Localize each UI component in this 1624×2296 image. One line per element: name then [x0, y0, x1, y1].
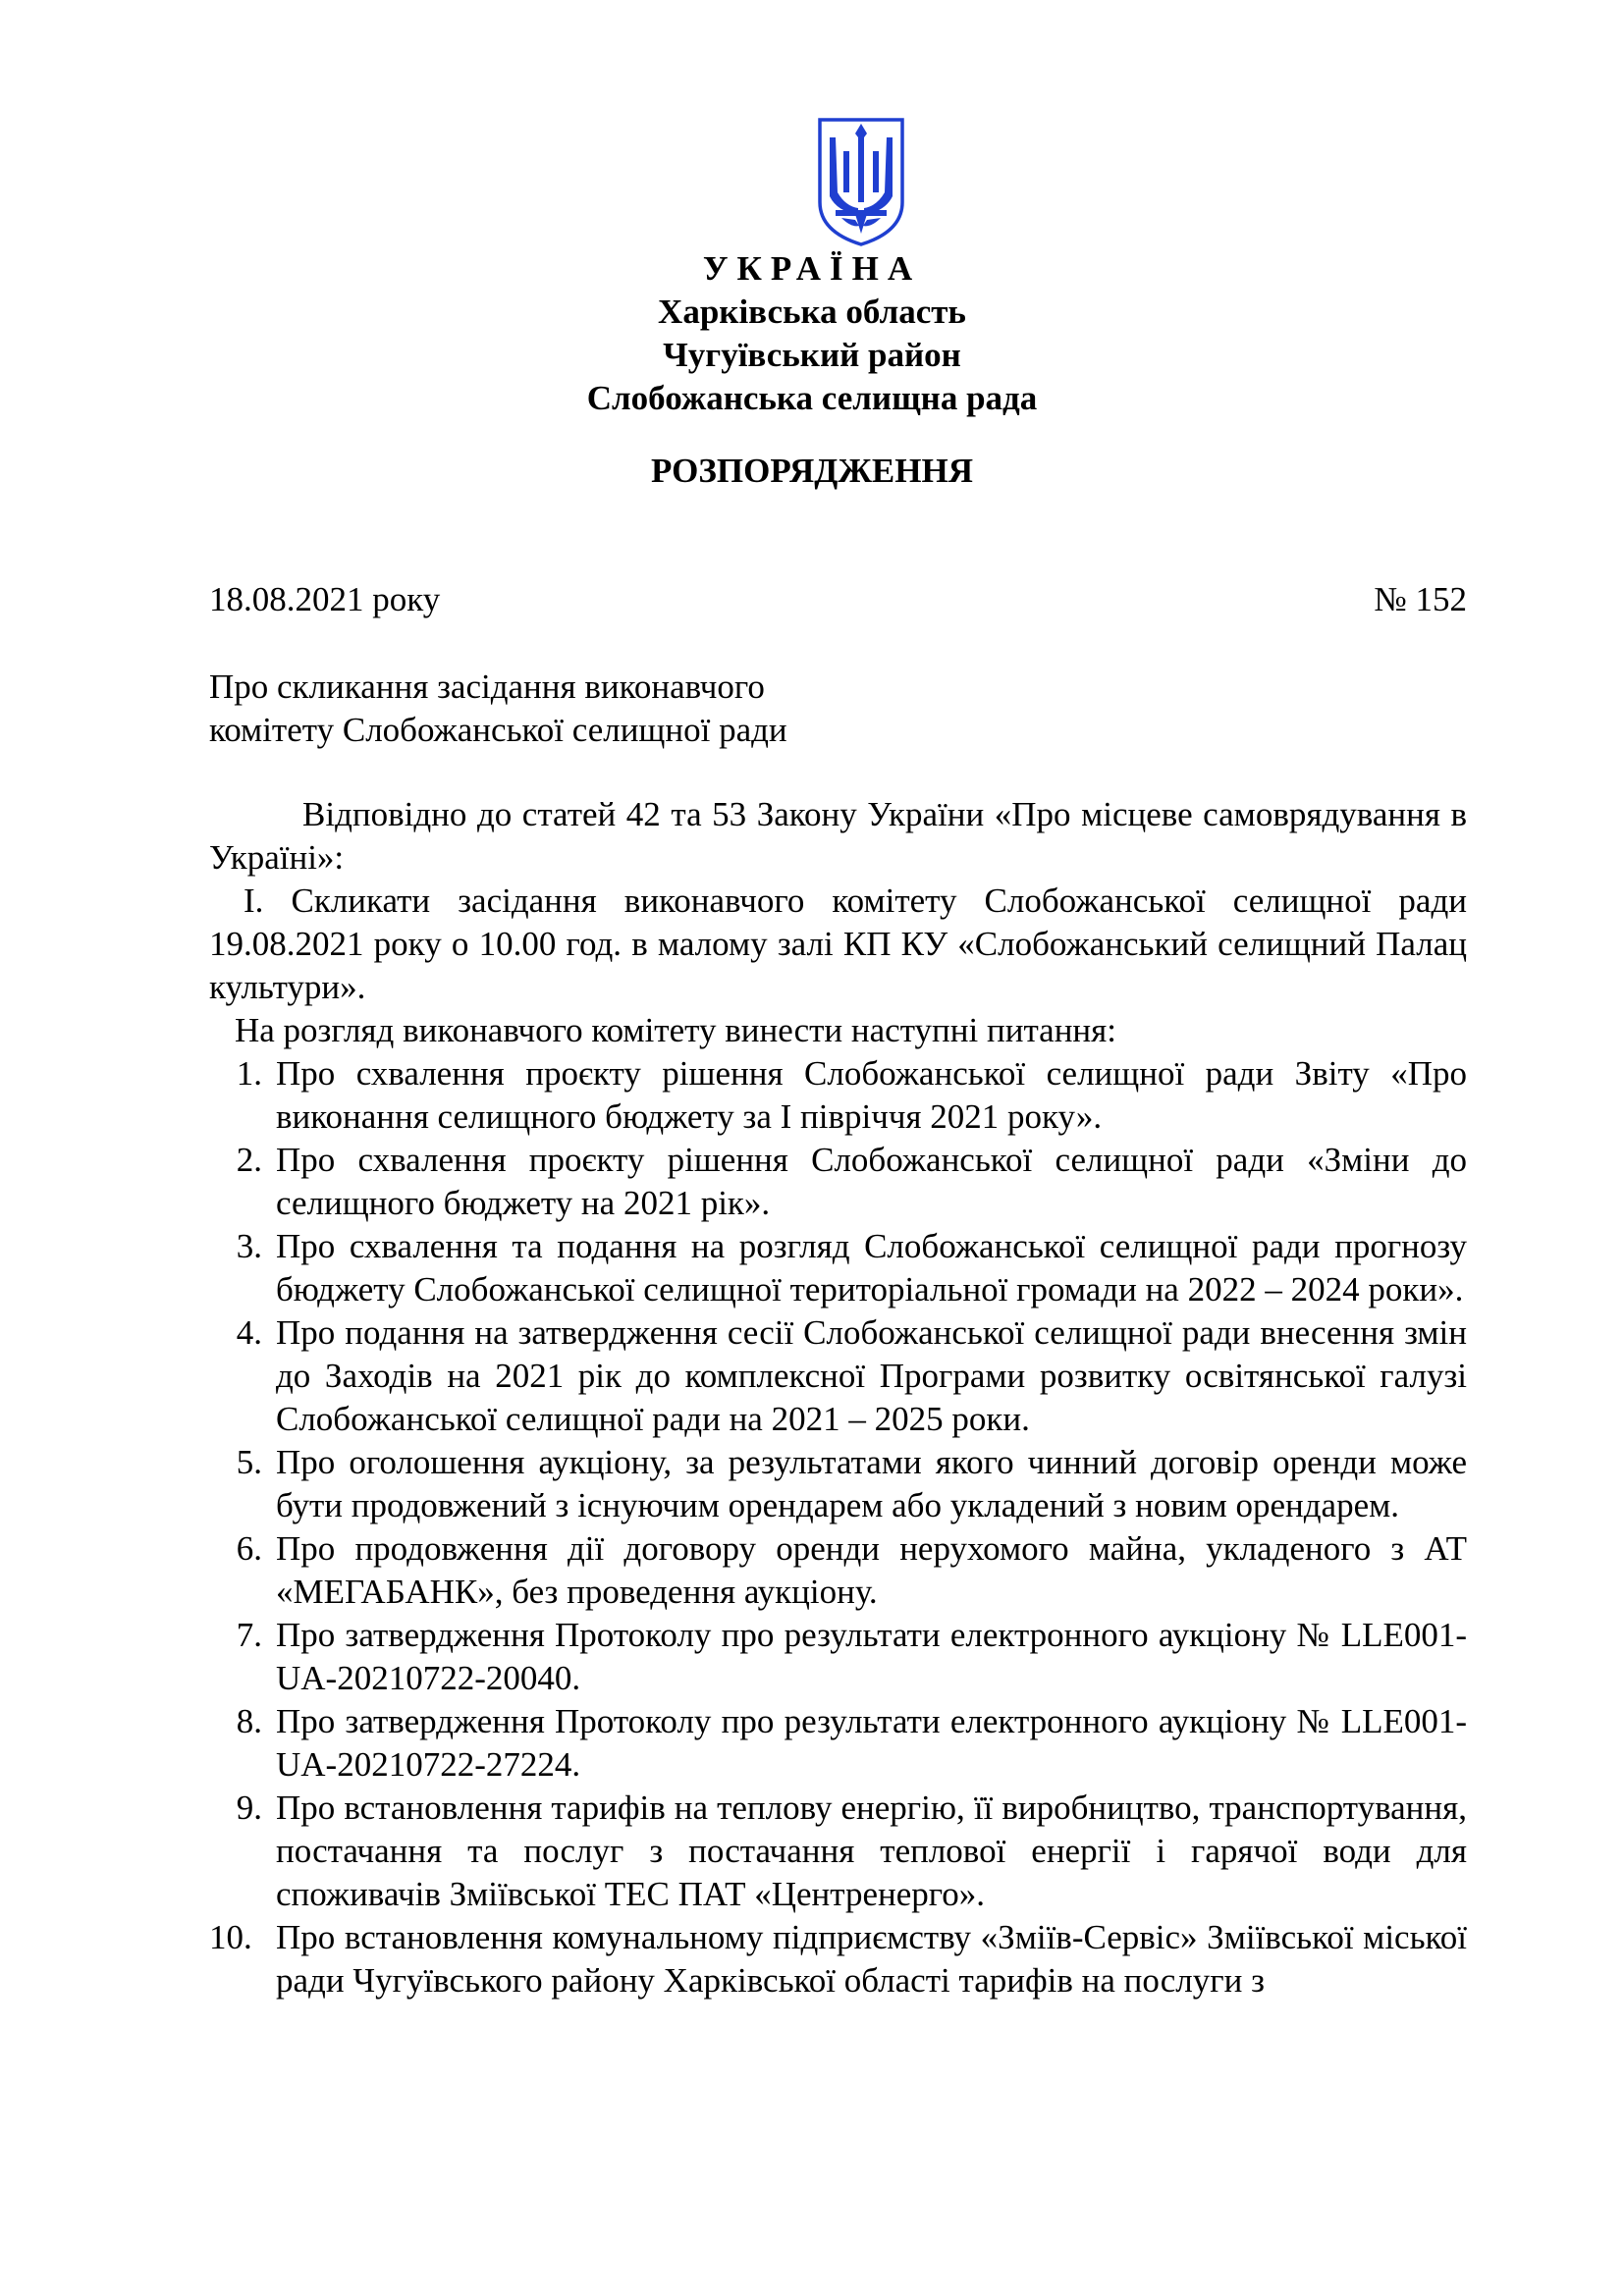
agenda-list	[209, 1052, 1467, 2002]
point-1-paragraph: I. Скликати засідання виконавчого комітету Слобожанської селищної ради 19.08.2021 року о 10.00 год. в малому залі КП КУ «Слобожанський селищний Палац культури».	[209, 881, 1467, 1006]
list-item-text: Про встановлення тарифів на теплову енергію, її виробництво, транспортування, постачання та послуг з постачання теплової енергії і гарячої води для споживачів Зміївської ТЕС ПАТ «Центренерго».	[276, 1789, 1467, 1913]
list-item-text: Про встановлення комунальному підприємству «Зміїв-Сервіс» Зміївської міської ради Чугуївського району Харківської області тарифів на послуги з	[276, 1918, 1467, 2000]
list-item-text: Про схвалення та подання на розгляд Слобожанської селищної ради прогнозу бюджету Слобожанської селищної територіальної громади на 2022 – 2024 роки».	[276, 1227, 1467, 1308]
subject-line: комітету Слобожанської селищної ради	[209, 711, 787, 749]
country-name: УКРАЇНА	[702, 249, 922, 288]
list-item	[209, 1916, 1467, 2002]
list-item-text: Про схвалення проєкту рішення Слобожанської селищної ради «Зміни до селищного бюджету на 2021 рік».	[276, 1141, 1467, 1222]
district-name: Чугуївський район	[663, 336, 961, 374]
issuer-header	[0, 247, 1624, 420]
list-item-text: Про затвердження Протоколу про результати електронного аукціону № LLE001-UA-20210722-27224.	[276, 1702, 1467, 1784]
list-item	[209, 1614, 1467, 1700]
document-subject	[209, 666, 787, 752]
list-item-number: 10.	[209, 1918, 252, 1956]
list-item	[209, 1311, 1467, 1441]
list-item-text: Про подання на затвердження сесії Слобожанської селищної ради внесення змін до Заходів на 2021 рік до комплексної Програми розвитку освітянської галузі Слобожанської селищної ради на 2021 – 2025 роки.	[276, 1313, 1467, 1438]
list-item-number: 7.	[236, 1616, 262, 1654]
list-item-number: 2.	[236, 1141, 262, 1179]
document-number: № 152	[1374, 580, 1467, 618]
list-item	[209, 1441, 1467, 1527]
list-item	[209, 1787, 1467, 1916]
list-item-number: 9.	[236, 1789, 262, 1827]
list-item-text: Про оголошення аукціону, за результатами якого чинний договір оренди може бути продовжений з існуючим орендарем або укладений з новим орендарем.	[276, 1443, 1467, 1524]
region-name: Харківська область	[658, 293, 966, 331]
intro-paragraph: Відповідно до статей 42 та 53 Закону України «Про місцеве самоврядування в Україні»:	[209, 795, 1467, 877]
list-item-number: 6.	[236, 1529, 262, 1568]
council-name: Слобожанська селищна рада	[586, 379, 1038, 417]
list-item	[209, 1527, 1467, 1614]
list-item-number: 8.	[236, 1702, 262, 1740]
document-type: РОЗПОРЯДЖЕННЯ	[651, 452, 973, 490]
subject-line: Про скликання засідання виконавчого	[209, 667, 765, 706]
list-item-number: 3.	[236, 1227, 262, 1265]
list-item-number: 4.	[236, 1313, 262, 1352]
list-item-text: Про продовження дії договору оренди нерухомого майна, укладеного з АТ «МЕГАБАНК», без проведення аукціону.	[276, 1529, 1467, 1611]
list-item	[209, 1225, 1467, 1311]
list-item	[209, 1700, 1467, 1787]
agenda-lead: На розгляд виконавчого комітету винести наступні питання:	[235, 1011, 1116, 1049]
list-item	[209, 1052, 1467, 1139]
document-body	[209, 793, 1467, 2002]
list-item	[209, 1139, 1467, 1225]
trident-coat-of-arms-icon	[816, 116, 906, 248]
list-item-number: 1.	[236, 1054, 262, 1093]
list-item-text: Про затвердження Протоколу про результати електронного аукціону № LLE001-UA-20210722-20040.	[276, 1616, 1467, 1697]
document-date: 18.08.2021 року	[209, 580, 441, 618]
list-item-number: 5.	[236, 1443, 262, 1481]
list-item-text: Про схвалення проєкту рішення Слобожанської селищної ради Звіту «Про виконання селищного бюджету за I півріччя 2021 року».	[276, 1054, 1467, 1136]
